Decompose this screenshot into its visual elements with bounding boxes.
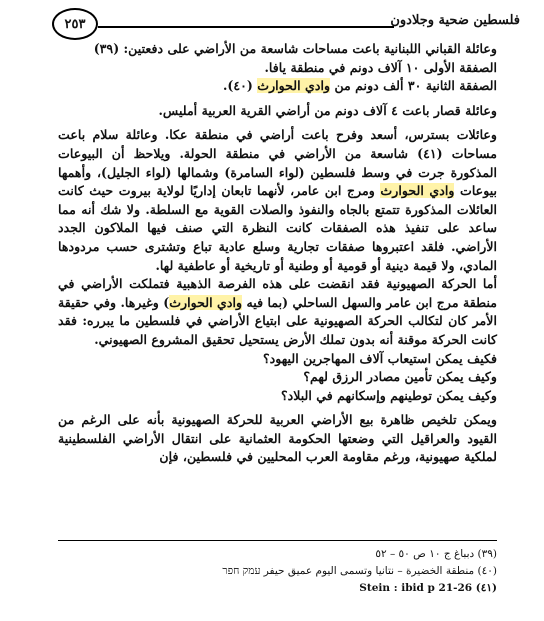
question-3: وكيف يمكن توطينهم وإسكانهم في البلاد؟ [280, 387, 497, 403]
text-segment: (٤٠). [223, 78, 258, 94]
paragraph-4 [58, 275, 497, 349]
highlighted-term: وادي الحوارث [169, 294, 243, 310]
running-title: فلسطين ضحية وجلادون [390, 13, 520, 28]
highlighted-term: وادي الحوارث [257, 78, 331, 94]
footnote-39: (٣٩) دبباغ ج ١٠ ص ٥٠ – ٥٢ [375, 548, 497, 560]
paragraph-2: وعائلة قصار باعت ٤ آلاف دونم من أراضي القرية العربية أمليس. [158, 102, 497, 118]
main-text [58, 40, 497, 467]
paragraph-5: ويمكن تلخيص ظاهرة بيع الأراضي العربية للحركة الصهيونية بأنه على الرغم من القيود والعراقيل التي وضعتها الحكومة العثمانية على انتقال الأراضي الفلسطينية لملكية صهيونية، ورغم مقاومة العرب المحليين في فلسطين، فإن [58, 412, 497, 465]
question-1: فكيف يمكن استيعاب آلاف المهاجرين اليهود؟ [262, 350, 497, 366]
paragraph-1-line-1: وعائلة القباني اللبنانية باعت مساحات شاسعة من الأراضي على دفعتين: (٣٩) [93, 41, 497, 56]
text-segment: وعائلات بسترس، أسعد وفرح باعت أراضي في منطقة عكا. وعائلة سلام باعت مساحات (٤١) شاسعة من الأراضي في منطقة الحولة. ويلاحظ أن البيوعات المذكورة جرت في وسط فلسطين (لواء السامرة) وشمالها (لواء الجليل)، وأهمها بيوعات [58, 127, 498, 199]
footnotes [58, 540, 497, 597]
paragraph-1-line-2: الصفقة الأولى ١٠ آلاف دونم في منطقة يافا. [264, 59, 497, 75]
page-header [52, 5, 520, 41]
footnote-41: (٤١) Stein : ibid p 21-26 [359, 582, 497, 594]
paragraph-3 [58, 126, 497, 275]
text-segment: أما الحركة الصهيونية فقد انقضت على هذه الفرصة الذهبية فتملكت الأراضي في منطقة مرج ابن عامر والسهل الساحلي (بما فيه [58, 276, 497, 310]
page-number: ٢٥٣ [52, 8, 98, 40]
header-rule [98, 26, 394, 28]
text-segment: الصفقة الثانية ٣٠ ألف دونم من [330, 78, 497, 94]
text-segment: ومرج ابن عامر، لأنهما تابعان إداريًا لولاية بيروت حيث كانت العائلات المذكورة تتمتع بالجاه والنفوذ والصلات القوية مع السلطة. ولا شك أنه مما ساعد على تنفيذ هذه الصفقات كانت النظرة التي صنف فيها الملاكون الجدد الأراضي. فلقد اعتبروها صفقات تجارية وسلع عادية تباع وتشترى حسب مردودها المادي، ولا قيمة دينية أو قومية أو وطنية أو تاريخية أو عاطفية لها. [58, 183, 497, 273]
question-2: وكيف يمكن تأمين مصادر الرزق لهم؟ [303, 369, 497, 385]
highlighted-term: وادي الحوارث [380, 183, 455, 199]
paragraph-1-line-3 [58, 77, 497, 96]
footnote-40: (٤٠) منطقة الخضيرة – نتانيا وتسمى اليوم عميق حيفر עמק חפר [222, 565, 497, 577]
text-segment: ) وغيرها. وفي حقيقة الأمر كان لتكالب الحركة الصهيونية على ابتياع الأراضي في فلسطين ما يبرره: فقد كانت الحركة موقنة أنه بدون تملك الأرض يستحيل تحقيق المشروع الصهيوني. [58, 294, 497, 347]
